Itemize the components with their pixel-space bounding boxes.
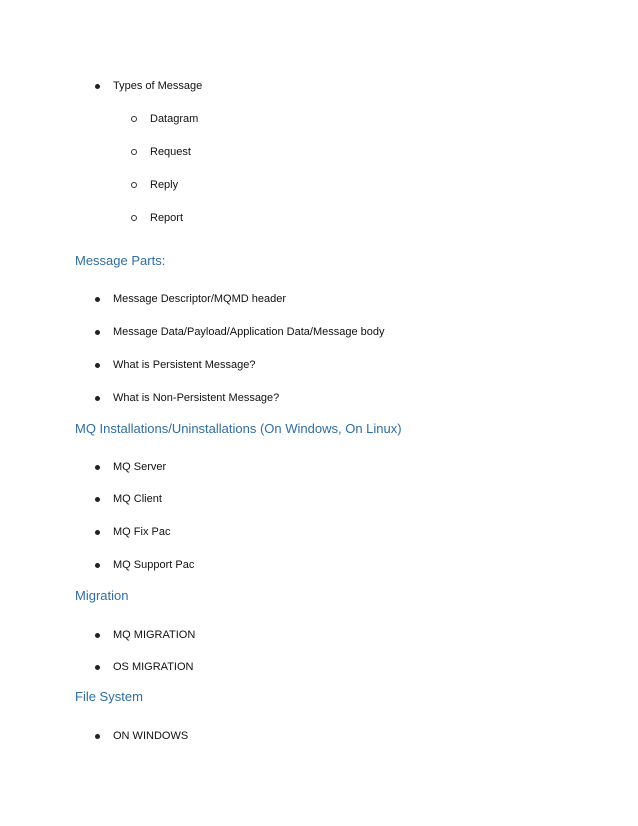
list-item-label: Message Data/Payload/Application Data/Message body [113,326,385,338]
bullet-icon [93,391,101,405]
list-item [0,729,500,743]
sub-list-item-label: Request [150,146,191,158]
list-item-label: MQ Client [113,493,162,505]
section-heading-file-system: File System [75,689,143,704]
bullet-icon [93,79,101,93]
bullet-icon [93,492,101,506]
list-item-label: What is Non-Persistent Message? [113,392,280,404]
section-heading-migration: Migration [75,588,129,603]
sub-list-item [0,145,500,159]
list-item-label: Types of Message [113,80,203,92]
bullet-icon [93,358,101,372]
bullet-icon [93,558,101,572]
bullet-icon [93,325,101,339]
list-item [0,460,500,474]
sub-list-item [0,112,500,126]
circle-bullet-icon [130,211,138,225]
bullet-icon [93,525,101,539]
section-heading-installations: MQ Installations/Uninstallations (On Windows, On Linux) [75,421,402,436]
list-item [0,391,500,405]
list-item [0,325,500,339]
list-item [0,358,500,372]
list-item [0,660,500,674]
bullet-icon [93,660,101,674]
circle-bullet-icon [130,145,138,159]
list-item-label: MQ Fix Pac [113,526,171,538]
list-item-label: MQ Support Pac [113,559,195,571]
list-item-label: MQ MIGRATION [113,629,196,641]
list-item [0,525,500,539]
sub-list-item [0,211,500,225]
sub-list-item [0,178,500,192]
sub-list-item-label: Report [150,212,184,224]
circle-bullet-icon [130,178,138,192]
list-item-label: MQ Server [113,461,167,473]
circle-bullet-icon [130,112,138,126]
bullet-icon [93,729,101,743]
list-item-label: OS MIGRATION [113,661,194,673]
bullet-icon [93,628,101,642]
sub-list-item-label: Reply [150,179,179,191]
section-heading-message-parts: Message Parts: [75,253,166,268]
list-item-label: ON WINDOWS [113,730,189,742]
sub-list-item-label: Datagram [150,113,199,125]
list-item-types-of-message [0,79,500,93]
list-item [0,292,500,306]
bullet-icon [93,460,101,474]
list-item-label: Message Descriptor/MQMD header [113,293,287,305]
list-item [0,492,500,506]
list-item-label: What is Persistent Message? [113,359,256,371]
list-item [0,628,500,642]
bullet-icon [93,292,101,306]
list-item [0,558,500,572]
